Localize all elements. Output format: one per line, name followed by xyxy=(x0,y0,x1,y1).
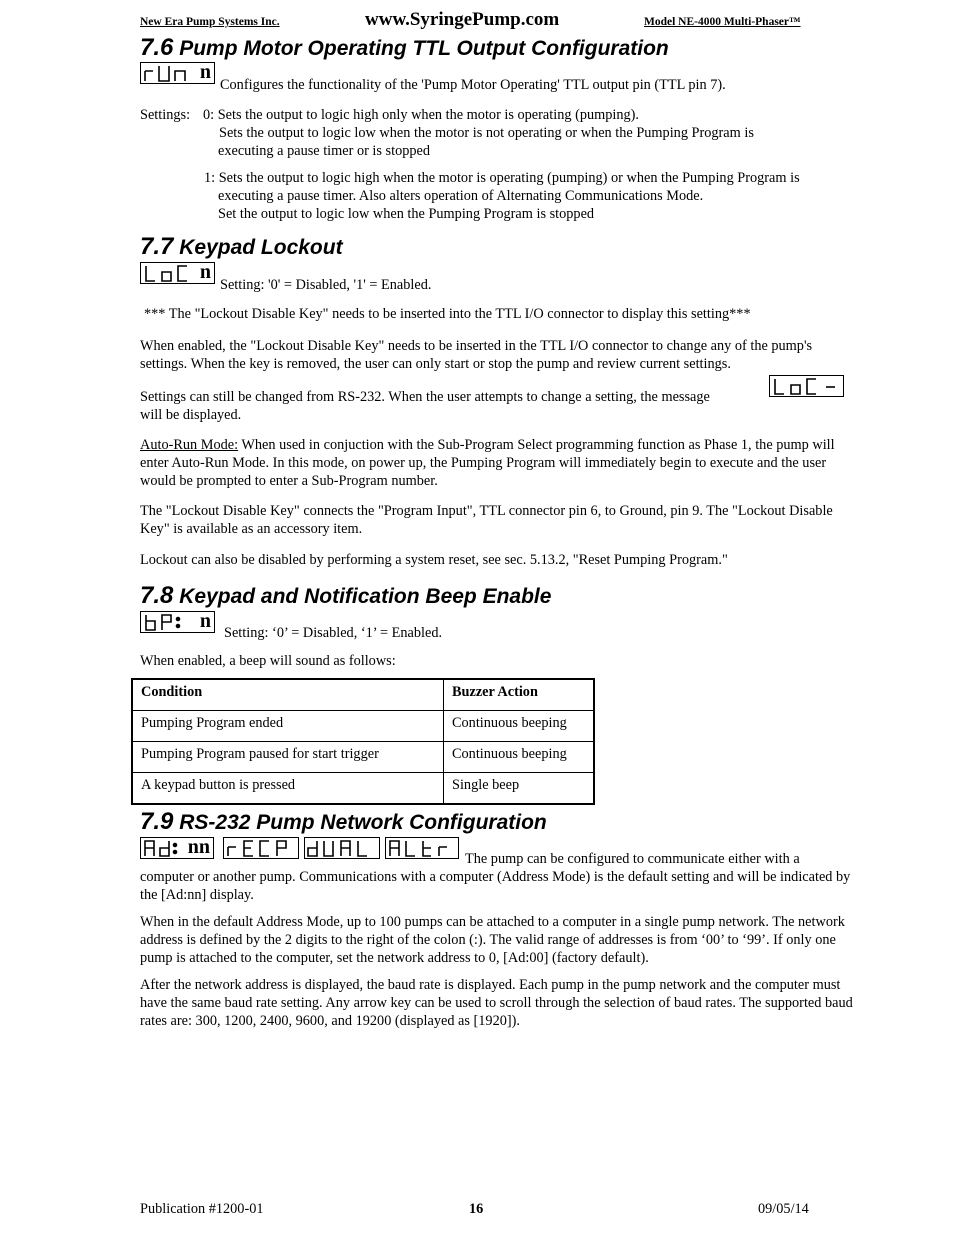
settings-label: Settings: xyxy=(140,107,191,123)
section-7-8-heading xyxy=(140,582,551,610)
table-row xyxy=(132,711,594,742)
table-row xyxy=(132,773,594,805)
s79-paragraph-2: When in the default Address Mode, up to 100 pumps can be attached to a computer in a single pump network. The network address is defined by the 2 digits to the right of the colon (:). The valid range of addresses is from ‘00’ to ‘99’. If only one pump is attached to the computer, set the network address to 0, [Ad:00] (factory default). xyxy=(140,914,845,966)
section-number: 7.7 xyxy=(140,233,174,260)
s76-setting1-line3: Set the output to logic low when the Pumping Program is stopped xyxy=(218,206,595,222)
section-7-6-heading xyxy=(140,34,669,62)
section-number: 7.9 xyxy=(140,808,174,835)
model-name: Model NE-4000 Multi-Phaser™ xyxy=(644,16,801,28)
publication-date: 09/05/14 xyxy=(758,1201,809,1217)
display-recp-icon xyxy=(223,837,299,859)
s77-paragraph-1: When enabled, the "Lockout Disable Key" needs to be inserted in the TTL I/O connector to change any of the pump's settings. When the key is removed, the user can only start or stop the pump and review current settings. xyxy=(140,338,813,372)
cell-action: Single beep xyxy=(444,773,595,805)
section-number: 7.6 xyxy=(140,34,174,61)
s77-autorun-paragraph xyxy=(140,436,845,490)
s77-setting: Setting: '0' = Disabled, '1' = Enabled. xyxy=(220,277,432,293)
section-title: Pump Motor Operating TTL Output Configuration xyxy=(179,37,669,60)
section-7-9-heading xyxy=(140,808,547,836)
s77-paragraph-4: Lockout can also be disabled by performing a system reset, see sec. 5.13.2, "Reset Pumping Program." xyxy=(140,552,728,568)
display-beep-icon: n xyxy=(140,611,215,633)
display-run-icon: n xyxy=(140,62,215,84)
section-title: RS-232 Pump Network Configuration xyxy=(179,811,547,834)
table-header-row xyxy=(132,679,594,711)
section-number: 7.8 xyxy=(140,582,174,609)
company-name: New Era Pump Systems Inc. xyxy=(140,16,280,28)
section-title: Keypad Lockout xyxy=(179,236,343,259)
s76-setting0-line3: executing a pause timer or is stopped xyxy=(218,143,431,159)
s79-paragraph-1a: The pump can be configured to communicate either with a xyxy=(465,851,800,867)
display-alter-icon xyxy=(385,837,459,859)
s77-paragraph-2b: will be displayed. xyxy=(140,407,242,423)
s78-intro: When enabled, a beep will sound as follows: xyxy=(140,653,396,669)
beep-table xyxy=(131,678,595,805)
page-number: 16 xyxy=(469,1201,484,1217)
s76-intro: Configures the functionality of the 'Pump Motor Operating' TTL output pin (TTL pin 7). xyxy=(220,77,726,93)
s76-setting0-line2: Sets the output to logic low when the motor is not operating or when the Pumping Program is xyxy=(219,125,754,141)
header-buzzer-action: Buzzer Action xyxy=(444,679,595,711)
s76-setting1-line2: executing a pause timer. Also alters operation of Alternating Communications Mode. xyxy=(218,188,704,204)
website: www.SyringePump.com xyxy=(365,9,560,30)
s76-setting1-line1: 1: Sets the output to logic high when the motor is operating (pumping) or when the Pumping Program is xyxy=(204,170,800,186)
cell-action: Continuous beeping xyxy=(444,711,595,742)
cell-action: Continuous beeping xyxy=(444,742,595,773)
cell-condition: Pumping Program paused for start trigger xyxy=(132,742,444,773)
publication-number: Publication #1200-01 xyxy=(140,1201,264,1217)
s79-paragraph-1b: computer or another pump. Communications with a computer (Address Mode) is the default setting and will be indicated by the [Ad:nn] display. xyxy=(140,869,851,903)
cell-condition: Pumping Program ended xyxy=(132,711,444,742)
table-row xyxy=(132,742,594,773)
s76-setting0-line1: 0: Sets the output to logic high only when the motor is operating (pumping). xyxy=(203,107,640,123)
s78-setting: Setting: ‘0’ = Disabled, ‘1’ = Enabled. xyxy=(224,625,443,641)
s79-paragraph-3: After the network address is displayed, the baud rate is displayed. Each pump in the pump network and the computer must have the same baud rate setting. Any arrow key can be used to scroll through the selection of baud rates. The supported baud rates are: 300, 1200, 2400, 9600, and 19200 (displayed as [1920]). xyxy=(140,977,853,1029)
s77-paragraph-2a: Settings can still be changed from RS-232. When the user attempts to change a setting, the message xyxy=(140,389,710,405)
display-loc-dash-icon xyxy=(769,375,844,397)
display-dual-icon xyxy=(304,837,380,859)
section-7-7-heading xyxy=(140,233,343,261)
section-title: Keypad and Notification Beep Enable xyxy=(179,585,552,608)
display-loc-icon: n xyxy=(140,262,215,284)
autorun-label: Auto-Run Mode: xyxy=(140,437,239,453)
display-address-icon: nn xyxy=(140,837,214,859)
s77-paragraph-3: The "Lockout Disable Key" connects the "Program Input", TTL connector pin 6, to Ground, pin 9. The "Lockout Disable Key" is available as an accessory item. xyxy=(140,503,833,537)
autorun-text: When used in conjuction with the Sub-Program Select programming function as Phase 1, the pump will enter Auto-Run Mode. In this mode, on power up, the Pumping Program will immediately begin to execute and the user would be prompted to enter a Sub-Program number. xyxy=(140,437,835,489)
s77-note: *** The "Lockout Disable Key" needs to be inserted into the TTL I/O connector to display this setting*** xyxy=(144,306,751,322)
cell-condition: A keypad button is pressed xyxy=(132,773,444,805)
header-condition: Condition xyxy=(132,679,444,711)
